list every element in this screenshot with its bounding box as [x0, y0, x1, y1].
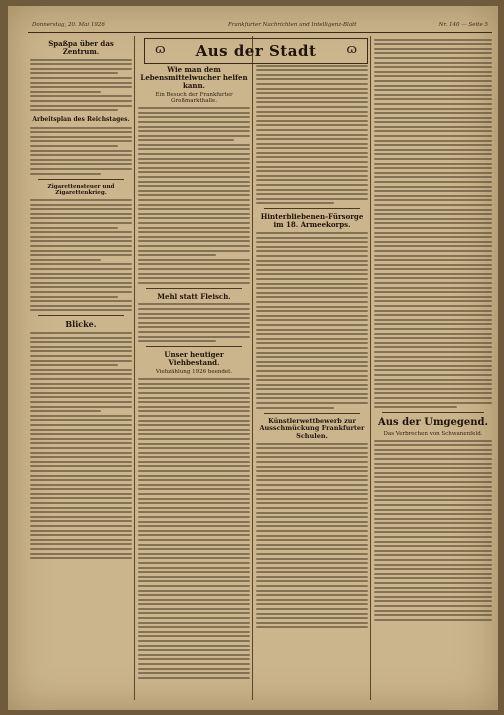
article-body — [30, 59, 132, 112]
section-banner — [144, 38, 368, 64]
column-rule — [134, 36, 135, 700]
article-subheadline: Das Verbrechen von Schwanenfeld. — [383, 430, 483, 437]
article-headline: Blicke. — [65, 319, 97, 330]
article-body — [30, 127, 132, 175]
column-rule — [252, 36, 253, 700]
article-headline: Aus der Umgegend. — [378, 417, 488, 429]
divider — [382, 412, 484, 413]
divider — [146, 346, 242, 347]
divider — [264, 208, 360, 209]
ornament-icon: ɷ — [346, 42, 357, 57]
column-2 — [138, 62, 250, 702]
divider — [264, 413, 360, 414]
article-body — [374, 39, 492, 409]
article-body — [256, 443, 368, 629]
header-date: Donnerstag, 20. Mai 1926 — [32, 22, 105, 28]
article-body — [30, 332, 132, 559]
page-header — [28, 20, 492, 33]
article-headline: Wie man dem Lebensmittelwucher helfen kann. — [140, 65, 248, 91]
article-body — [138, 303, 250, 342]
article-body — [30, 199, 132, 311]
article-body — [138, 107, 250, 284]
article-headline: Zigarettensteuer und Zigarettenkrieg. — [47, 183, 115, 197]
article-body — [256, 65, 368, 205]
article-body — [256, 232, 368, 409]
column-4 — [374, 36, 492, 702]
article-subheadline: Ein Besuch der Frankfurter Großmarkthalle. — [155, 92, 233, 105]
article-headline: Arbeitsplan des Reichstages. — [32, 116, 130, 124]
article-headline: Mehl statt Fleisch. — [157, 291, 231, 301]
column-rule — [370, 36, 371, 700]
ornament-icon: ɷ — [155, 42, 166, 57]
divider — [146, 288, 242, 289]
article-body — [374, 440, 492, 621]
article-headline: Unser heutiger Viehbestand. — [164, 350, 224, 368]
article-headline: Künstlerwettbewerb zur Ausschmückung Frankfurter Schulen. — [259, 416, 365, 440]
article-headline: Hinterbliebenen-Fürsorge im 18. Armeekorps. — [260, 212, 364, 230]
column-1 — [30, 36, 132, 702]
header-masthead: Frankfurter Nachrichten und Intelligenz-Blatt — [228, 22, 357, 28]
newspaper-page — [8, 6, 498, 710]
divider — [38, 315, 124, 316]
article-headline: Spaßpa über das Zentrum. — [48, 39, 114, 57]
article-body — [138, 378, 250, 679]
divider — [38, 179, 124, 180]
column-3 — [256, 62, 368, 702]
header-page-number: Nr. 140 — Seite 5 — [438, 22, 488, 28]
section-title: Aus der Stadt — [195, 42, 317, 60]
article-subheadline: Viehzählung 1926 beendet. — [155, 369, 233, 376]
